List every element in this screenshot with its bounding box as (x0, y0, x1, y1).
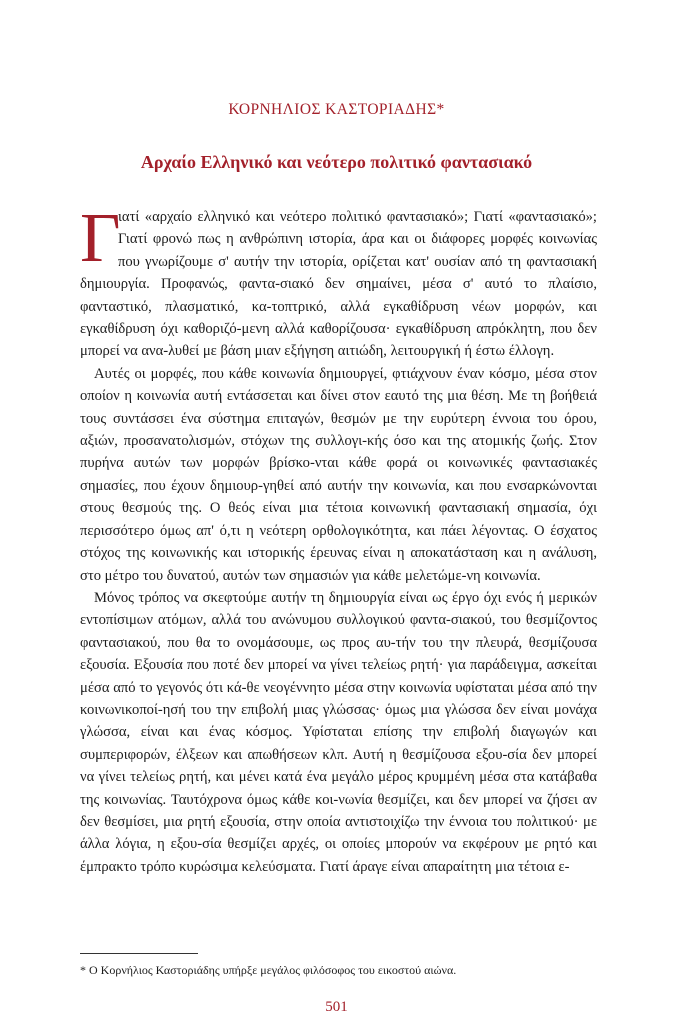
author-heading: ΚΟΡΝΗΛΙΟΣ ΚΑΣΤΟΡΙΑΔΗΣ* (228, 101, 445, 118)
paragraph-1-text: ιατί «αρχαίο ελληνικό και νεότερο πολιτικό φαντασιακό»; Γιατί «φαντασιακό»; Γιατί φρονώ πως η ανθρώπινη ιστορία, άρα και οι διάφορες μορφές κοινωνίας που γνωρίζουμε σ' αυτήν την ιστορία, ορίζεται κατ' ουσίαν από τη φαντασιακή δημιουργία. Προφανώς, φαντα-σιακό δεν σημαίνει, μέσα σ' αυτό το πλαίσιο, φανταστικό, πλασματικό, κα-τοπτρικό, αλλά εγκαθίδρυση νέων μορφών, και εγκαθίδρυση όχι καθοριζό-μενη αλλά καθορίζουσα· εγκαθίδρυση απρόκλητη, που δεν μπορεί να ανα-λυθεί με βάση μιαν εξήγηση αιτιώδη, λειτουργική ή έστω έλλογη. (80, 209, 597, 360)
paragraph-3: Μόνος τρόπος να σκεφτούμε αυτήν τη δημιουργία είναι ως έργο όχι ενός ή μερικών εντοπίσιμων ατόμων, αλλά του ανώνυμου συλλογικού φαντα-σιακού, του θεσμίζοντος φαντασιακού, που θα το ονομάσουμε, ως προς αυ-τήν του την πλευρά, θεσμίζουσα εξουσία. Εξουσία που ποτέ δεν μπορεί να γίνει τελείως ρητή· για παράδειγμα, ασκείται μέσα από το γεγονός ότι κά-θε νεογέννητο μέσα στην κοινωνία υφίσταται μέσα από την κοινωνικοποί-ησή του την επιβολή μιας γλώσσας· όμως μια γλώσσα δεν είναι μονάχα γλώσσα, είναι και ένας κόσμος. Υφίσταται επίσης την επιβολή διαγωγών και συμπεριφορών, έλξεων και απωθήσεων κλπ. Αυτή η θεσμίζουσα εξου-σία δεν μπορεί να γίνει τελείως ρητή, και μένει κατά ένα μεγάλο μέρος κρυμμένη μέσα στα κατάβαθα της κοινωνίας. Ταυτόχρονα όμως κάθε κοι-νωνία θεσμίζει, και δεν μπορεί να ζήσει αν δεν θεσμίσει, μια ρητή εξουσία, στην οποία αντιστοιχίζω την έννοια του πολιτικού· με άλλα λόγια, η εξου-σία θεσμίζει αρχές, οι οποίες μπορούν να εκφέρουν με ρητό και έμπρακτο τρόπο κυρώσιμα κελεύσματα. Γιατί άραγε είναι απαραίτητη μια τέτοια ε- (80, 589, 597, 875)
chapter-title: Αρχαίο Ελληνικό και νεότερο πολιτικό φαντασιακό (140, 152, 533, 172)
paragraph-1 (80, 200, 597, 363)
drop-cap: Γ (80, 200, 121, 277)
footnote-divider (80, 953, 198, 954)
body-text (80, 200, 597, 878)
paragraph-2: Αυτές οι μορφές, που κάθε κοινωνία δημιουργεί, φτιάχνουν έναν κόσμο, μέσα στον οποίον η κοινωνία αυτή εντάσσεται και δίνει στον εαυτό της μια θέση. Με τη βοήθειά τους συντάσσει ένα σύστημα επιταγών, θεσμών με την ευρύτερη έννοια του όρου, αξιών, προσανατολισμών, στόχων της συλλογι-κής όσο και της ατομικής ζωής. Στον πυρήνα αυτών των μορφών βρίσκο-νται κάθε φορά οι κοινωνικές φαντασιακές σημασίες, που έχουν δημιουρ-γηθεί από αυτήν την κοινωνία, και που ενσαρκώνονται στους θεσμούς της. Ο θεός είναι μια τέτοια κοινωνική φαντασιακή σημασία, όχι περισσότερο όμως απ' ό,τι η νεότερη ορθολογικότητα, και πάει λέγοντας. Ο έσχατος στόχος της κοινωνικής και ιστορικής έρευνας είναι η αποκατάσταση και η ανάλυση, στο μέτρο του δυνατού, αυτών των σημασιών για κάθε μελετώμε-νη κοινωνία. (80, 365, 597, 584)
page-number: 501 (325, 999, 348, 1015)
footnote: * Ο Κορνήλιος Καστοριάδης υπήρξε μεγάλος φιλόσοφος του εικοστού αιώνα. (80, 963, 457, 977)
